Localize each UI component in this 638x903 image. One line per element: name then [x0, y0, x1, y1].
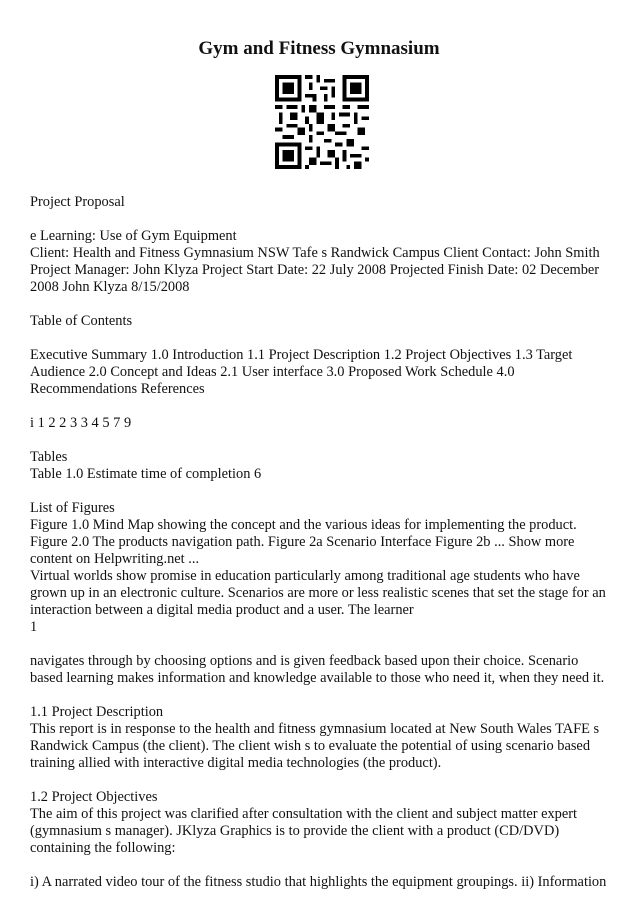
- virtual-worlds-paragraph: Virtual worlds show promise in education particularly among traditional age students who have grown up in an electronic culture. Scenarios are more or less realistic scenes that set the stage for an interaction between a digital media product and a user. The learner: [30, 568, 606, 618]
- tables-heading: Tables: [30, 449, 68, 465]
- figures-body: Figure 1.0 Mind Map showing the concept and the various ideas for implementing the product. Figure 2.0 The products navigation path. Figure 2a Scenario Interface Figure 2b ... Show more content on Helpwriting.net ...: [30, 517, 577, 567]
- project-proposal-heading: Project Proposal: [30, 194, 125, 210]
- toc-heading: Table of Contents: [30, 313, 133, 329]
- document-body: [30, 194, 614, 891]
- qr-code-icon: [275, 75, 369, 169]
- qr-code: [275, 75, 369, 169]
- toc-body: Executive Summary 1.0 Introduction 1.1 Project Description 1.2 Project Objectives 1.3 Target Audience 2.0 Concept and Ideas 2.1 User interface 3.0 Proposed Work Schedule 4.0 Recommendations References: [30, 347, 573, 397]
- page-number: 1: [30, 619, 38, 635]
- elearning-line: e Learning: Use of Gym Equipment: [30, 228, 237, 244]
- client-info-paragraph: Client: Health and Fitness Gymnasium NSW Tafe s Randwick Campus Client Contact: John Smith Project Manager: John Klyza Project Start Date: 22 July 2008 Projected Finish Date: 02 December 2008 John Klyza 8/15/2008: [30, 245, 600, 295]
- figures-heading: List of Figures: [30, 500, 115, 516]
- tables-body: Table 1.0 Estimate time of completion 6: [30, 466, 262, 482]
- toc-pages: i 1 2 2 3 3 4 5 7 9: [30, 415, 132, 431]
- deliverables-list-start: i) A narrated video tour of the fitness studio that highlights the equipment groupings. ii) Information: [30, 874, 607, 890]
- project-description-body: This report is in response to the health and fitness gymnasium located at New South Wales TAFE s Randwick Campus (the client). The client wish s to evaluate the potential of using scenario based training allied with interactive digital media technologies (the product).: [30, 721, 600, 771]
- project-objectives-heading: 1.2 Project Objectives: [30, 789, 158, 805]
- project-description-heading: 1.1 Project Description: [30, 704, 164, 720]
- document-title: Gym and Fitness Gymnasium: [198, 38, 440, 59]
- project-objectives-body: The aim of this project was clarified after consultation with the client and subject matter expert (gymnasium s manager). JKlyza Graphics is to provide the client with a product (CD/DVD) containing the following:: [30, 806, 578, 856]
- navigates-paragraph: navigates through by choosing options and is given feedback based upon their choice. Scenario based learning makes information and knowledge available to those who need it, when they need it.: [30, 653, 605, 686]
